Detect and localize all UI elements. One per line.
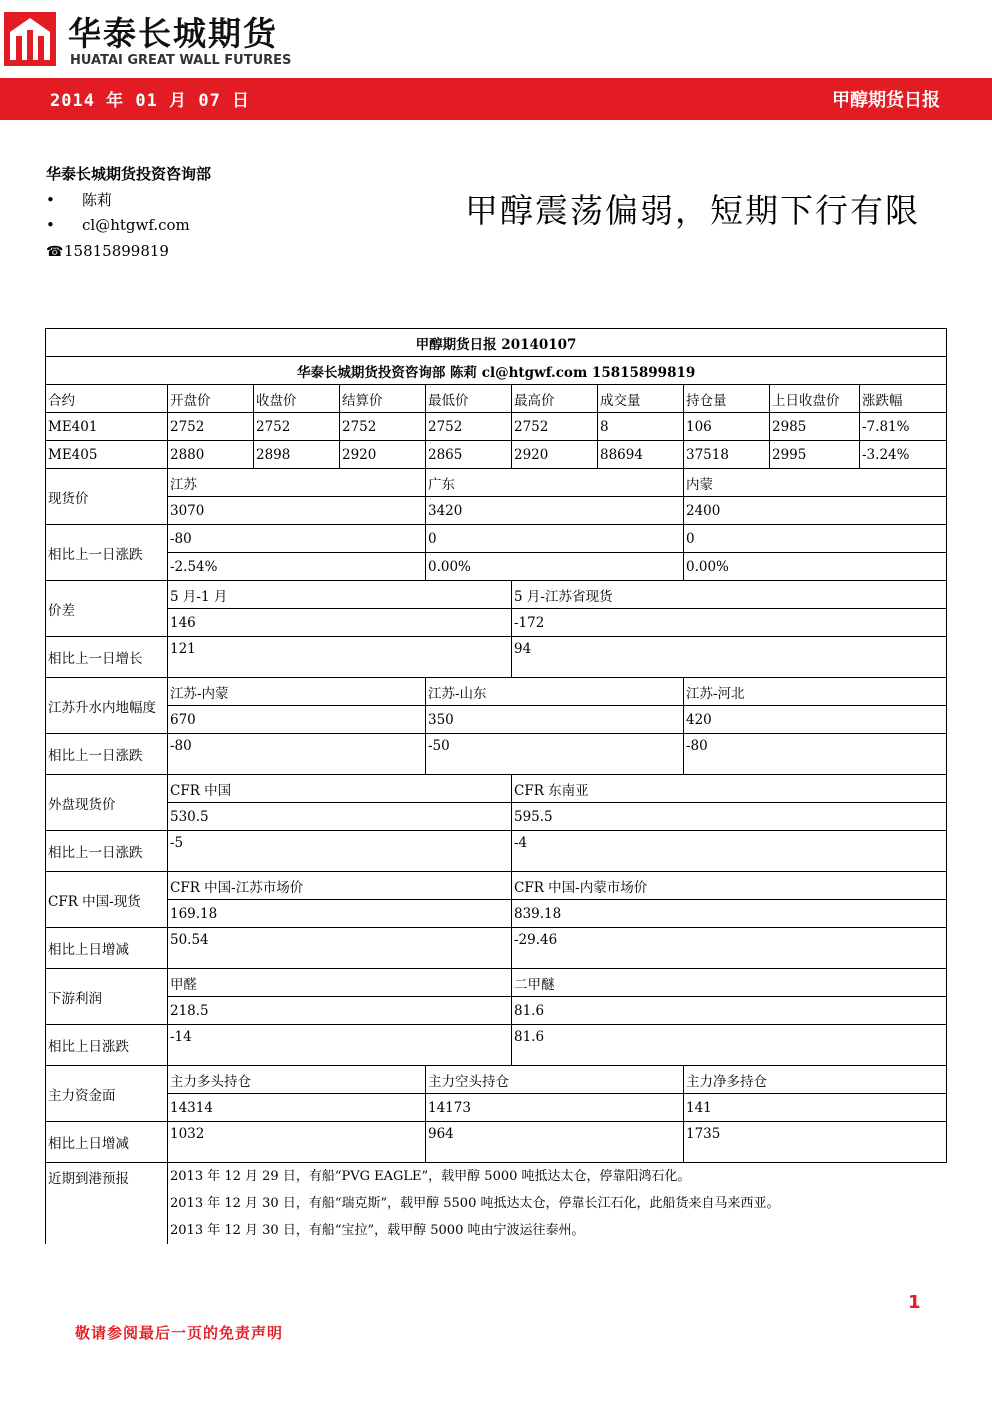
- contract-cell: 2920: [512, 441, 598, 469]
- downstream-value: 81.6: [512, 997, 947, 1025]
- spot-change: 0: [684, 525, 947, 553]
- premium-name: 江苏-内蒙: [168, 678, 426, 706]
- arrival-note: 2013 年 12 月 30 日，有船“宝拉”，载甲醇 5000 吨由宁波运往泰州。: [170, 1223, 585, 1238]
- contract-cell: -7.81%: [860, 413, 947, 441]
- brand-name-cn: 华泰长城期货: [68, 14, 278, 53]
- funds-change: 1735: [684, 1122, 947, 1163]
- arrival-note: 2013 年 12 月 29 日，有船“PVG EAGLE”，载甲醇 5000 吨抵达太仓，停靠阳鸿石化。: [170, 1169, 691, 1184]
- header-cell: 上日收盘价: [770, 385, 860, 413]
- funds-name: 主力空头持仓: [426, 1066, 684, 1094]
- cfr-value: 169.18: [168, 900, 512, 928]
- downstream-name: 甲醛: [168, 969, 512, 997]
- spot-value: 3420: [426, 497, 684, 525]
- spot-region: 广东: [426, 469, 684, 497]
- cfr-name: CFR 中国-内蒙市场价: [512, 872, 947, 900]
- spread-value: -172: [512, 609, 947, 637]
- premium-change: -50: [426, 734, 684, 775]
- header-cell: 最高价: [512, 385, 598, 413]
- header-cell: 开盘价: [168, 385, 254, 413]
- header-cell: 涨跌幅: [860, 385, 947, 413]
- contract-cell: 2995: [770, 441, 860, 469]
- contract-cell: 2752: [340, 413, 426, 441]
- disclaimer-link[interactable]: 敬请参阅最后一页的免责声明: [75, 1324, 284, 1342]
- spread-label: 价差: [46, 581, 168, 637]
- company-logo: [4, 12, 56, 66]
- bullet-icon: •: [46, 191, 55, 209]
- downstream-label: 下游利润: [46, 969, 168, 1025]
- spot-change: 0: [426, 525, 684, 553]
- spot-region: 内蒙: [684, 469, 947, 497]
- contract-cell: 2752: [254, 413, 340, 441]
- downstream-change: 81.6: [512, 1025, 947, 1066]
- contract-cell: 2752: [426, 413, 512, 441]
- foreign-value: 595.5: [512, 803, 947, 831]
- foreign-change: -5: [168, 831, 512, 872]
- table-title: 甲醇期货日报 20140107: [46, 329, 947, 357]
- header-cell: 合约: [46, 385, 168, 413]
- arrivals-label: 近期到港预报: [46, 1163, 168, 1245]
- contract-cell: 2752: [168, 413, 254, 441]
- funds-value: 14314: [168, 1094, 426, 1122]
- spread-value: 146: [168, 609, 512, 637]
- contract-cell: 2865: [426, 441, 512, 469]
- contract-cell: 2920: [340, 441, 426, 469]
- author-name: 陈莉: [82, 191, 113, 209]
- foreign-change: -4: [512, 831, 947, 872]
- spread-change: 121: [168, 637, 512, 678]
- bullet-icon: •: [46, 216, 55, 234]
- contract-cell: ME401: [46, 413, 168, 441]
- author-phone-line: [46, 242, 169, 260]
- cfr-value: 839.18: [512, 900, 947, 928]
- contract-cell: -3.24%: [860, 441, 947, 469]
- headline: 甲醇震荡偏弱，短期下行有限: [465, 191, 920, 230]
- foreign-label: 外盘现货价: [46, 775, 168, 831]
- funds-change-label: 相比上日增减: [46, 1122, 168, 1163]
- arrivals-notes: [168, 1163, 947, 1245]
- premium-value: 350: [426, 706, 684, 734]
- downstream-change-label: 相比上日涨跌: [46, 1025, 168, 1066]
- premium-label: 江苏升水内地幅度: [46, 678, 168, 734]
- funds-name: 主力多头持仓: [168, 1066, 426, 1094]
- contract-cell: ME405: [46, 441, 168, 469]
- spot-change-pct: 0.00%: [426, 553, 684, 581]
- spot-value: 2400: [684, 497, 947, 525]
- header-cell: 最低价: [426, 385, 512, 413]
- report-type: 甲醇期货日报: [832, 90, 940, 111]
- foreign-value: 530.5: [168, 803, 512, 831]
- funds-value: 141: [684, 1094, 947, 1122]
- table-subtitle: 华泰长城期货投资咨询部 陈莉 cl@htgwf.com 15815899819: [46, 357, 947, 385]
- premium-value: 670: [168, 706, 426, 734]
- contract-cell: 2752: [512, 413, 598, 441]
- foreign-name: CFR 中国: [168, 775, 512, 803]
- phone-icon: ☎: [46, 244, 64, 260]
- contract-cell: 106: [684, 413, 770, 441]
- spot-label: 现货价: [46, 469, 168, 525]
- contract-header-row: [46, 385, 947, 413]
- funds-change: 964: [426, 1122, 684, 1163]
- spread-change-label: 相比上一日增长: [46, 637, 168, 678]
- funds-value: 14173: [426, 1094, 684, 1122]
- premium-change-label: 相比上一日涨跌: [46, 734, 168, 775]
- premium-name: 江苏-山东: [426, 678, 684, 706]
- premium-name: 江苏-河北: [684, 678, 947, 706]
- contract-row: [46, 413, 947, 441]
- page-number: 1: [908, 1292, 921, 1313]
- report-date: 2014 年 01 月 07 日: [50, 91, 251, 111]
- contract-cell: 2880: [168, 441, 254, 469]
- funds-change: 1032: [168, 1122, 426, 1163]
- cfr-change-label: 相比上日增减: [46, 928, 168, 969]
- spot-change-pct: -2.54%: [168, 553, 426, 581]
- spot-change-pct: 0.00%: [684, 553, 947, 581]
- funds-name: 主力净多持仓: [684, 1066, 947, 1094]
- downstream-name: 二甲醚: [512, 969, 947, 997]
- premium-value: 420: [684, 706, 947, 734]
- contract-row: [46, 441, 947, 469]
- cfr-label: CFR 中国-现货: [46, 872, 168, 928]
- cfr-change: 50.54: [168, 928, 512, 969]
- spread-name: 5 月-江苏省现货: [512, 581, 947, 609]
- contract-cell: 2985: [770, 413, 860, 441]
- downstream-value: 218.5: [168, 997, 512, 1025]
- author-dept: 华泰长城期货投资咨询部: [46, 165, 212, 183]
- daily-report-table: [45, 328, 947, 1244]
- downstream-change: -14: [168, 1025, 512, 1066]
- author-email-line: [46, 216, 190, 234]
- header-cell: 成交量: [598, 385, 684, 413]
- header-cell: 持仓量: [684, 385, 770, 413]
- author-phone: 15815899819: [64, 242, 169, 260]
- contract-cell: 88694: [598, 441, 684, 469]
- arrival-note: 2013 年 12 月 30 日，有船“瑞克斯”，载甲醇 5500 吨抵达太仓，停靠长江石化，此船货来自马来西亚。: [170, 1196, 780, 1211]
- foreign-name: CFR 东南亚: [512, 775, 947, 803]
- header-cell: 收盘价: [254, 385, 340, 413]
- author-email[interactable]: cl@htgwf.com: [82, 216, 190, 234]
- spot-region: 江苏: [168, 469, 426, 497]
- spread-change: 94: [512, 637, 947, 678]
- premium-change: -80: [168, 734, 426, 775]
- premium-change: -80: [684, 734, 947, 775]
- author-name-line: [46, 189, 112, 210]
- cfr-name: CFR 中国-江苏市场价: [168, 872, 512, 900]
- funds-label: 主力资金面: [46, 1066, 168, 1122]
- spot-change-label: 相比上一日涨跌: [46, 525, 168, 581]
- foreign-change-label: 相比上一日涨跌: [46, 831, 168, 872]
- spot-change: -80: [168, 525, 426, 553]
- contract-cell: 2898: [254, 441, 340, 469]
- spread-name: 5 月-1 月: [168, 581, 512, 609]
- cfr-change: -29.46: [512, 928, 947, 969]
- spot-value: 3070: [168, 497, 426, 525]
- brand-name-en: HUATAI GREAT WALL FUTURES: [70, 53, 292, 68]
- contract-cell: 8: [598, 413, 684, 441]
- contract-cell: 37518: [684, 441, 770, 469]
- header-cell: 结算价: [340, 385, 426, 413]
